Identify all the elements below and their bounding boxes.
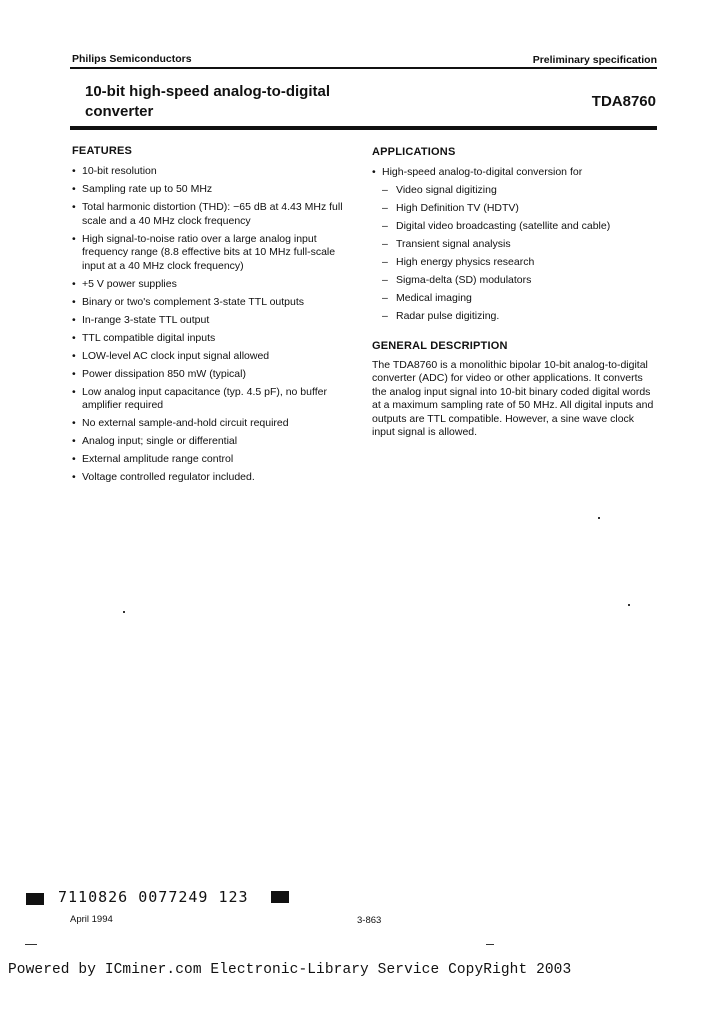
scan-speck [486,944,494,945]
feature-text: Sampling rate up to 50 MHz [82,183,213,195]
feature-text: High signal-to-noise ratio over a large analog input frequency range (8.8 effective bits at 10 MHz full-scale input at a 40 MHz clock frequency) [82,232,336,272]
general-description-heading: GENERAL DESCRIPTION [372,339,508,352]
bullet-icon: • [72,417,76,429]
dash-icon: – [382,256,388,268]
feature-item [72,314,360,328]
feature-text: External amplitude range control [82,453,234,465]
title-rule [70,126,657,130]
applications-intro-item [372,166,658,180]
bullet-icon: • [72,349,76,362]
document-title [85,82,330,122]
application-item [372,238,658,252]
dash-icon: – [382,310,388,322]
application-text: Transient signal analysis [396,238,511,250]
bullet-icon: • [72,453,76,465]
feature-text: 10-bit resolution [82,165,157,177]
feature-item [72,233,360,274]
dash-icon: – [382,274,388,286]
application-item [372,184,658,198]
scan-speck [598,517,600,519]
feature-item [72,368,360,382]
application-item [372,274,658,288]
bullet-icon: • [372,166,376,178]
scan-speck [628,604,630,606]
applications-list [372,166,658,180]
feature-item [72,435,360,449]
feature-text: Low analog input capacitance (typ. 4.5 pF), no buffer amplifier required [82,385,327,411]
application-text: Video signal digitizing [396,184,497,196]
scan-speck [123,611,125,613]
feature-text: Analog input; single or differential [82,435,238,447]
applications-heading: APPLICATIONS [372,146,456,158]
barcode-block-right [271,891,289,903]
application-item [372,220,658,234]
application-text: Digital video broadcasting (satellite and cable) [396,220,611,232]
dash-icon: – [382,238,388,250]
right-column [372,146,658,440]
feature-text: +5 V power supplies [82,277,177,290]
bullet-icon: • [72,385,76,398]
application-text: High energy physics research [396,256,535,268]
barcode-number: 7110826 0077249 123 [58,888,249,906]
dash-icon: – [382,292,388,304]
features-section [72,145,360,489]
bullet-icon: • [72,277,76,290]
general-description-text: The TDA8760 is a monolithic bipolar 10-bit analog-to-digital converter (ADC) for video or other applications. It converts the analog input signal into 10-bit binary coded digital words at a maximum sampling rate of 50 MHz. All digital inputs and outputs are TTL compatible. However, a sine wave clock input signal is allowed. [372,358,654,438]
bullet-icon: • [72,165,76,177]
title-line-2: converter [85,103,154,120]
application-text: Sigma-delta (SD) modulators [396,274,532,286]
bullet-icon: • [72,183,76,195]
page-number: 3-863 [357,915,382,926]
application-item [372,292,658,306]
feature-item [72,201,360,228]
bullet-icon: • [72,313,76,326]
application-text: High Definition TV (HDTV) [396,202,519,214]
scan-speck [25,944,37,945]
feature-item [72,471,360,485]
features-list [72,165,360,485]
bullet-icon: • [72,201,76,213]
bullet-icon: • [72,331,76,344]
document-type: Preliminary specification [532,54,657,66]
feature-item [72,296,360,310]
feature-item [72,165,360,179]
bullet-icon: • [72,471,76,483]
barcode-block-left [26,893,44,905]
feature-item [72,332,360,346]
features-heading: FEATURES [72,145,133,157]
dash-icon: – [382,220,388,232]
publication-date: April 1994 [70,914,113,925]
feature-text: Power dissipation 850 mW (typical) [82,367,246,380]
application-text: Medical imaging [396,292,472,304]
feature-text: LOW-level AC clock input signal allowed [82,349,270,362]
application-item [372,202,658,216]
company-name: Philips Semiconductors [72,53,192,65]
feature-text: Binary or two's complement 3-state TTL outputs [82,295,305,308]
application-text: Radar pulse digitizing. [396,310,500,322]
feature-text: TTL compatible digital inputs [82,331,216,344]
feature-item [72,183,360,197]
bullet-icon: • [72,367,76,380]
feature-item [72,417,360,431]
footer-copyright: Powered by ICminer.com Electronic-Library Service CopyRight 2003 [8,962,572,978]
applications-sublist [372,184,658,324]
applications-intro: High-speed analog-to-digital conversion for [382,166,583,178]
application-item [372,310,658,324]
part-number: TDA8760 [591,93,656,110]
feature-item [72,386,360,413]
bullet-icon: • [72,295,76,308]
feature-item [72,350,360,364]
bullet-icon: • [72,435,76,447]
title-line-1: 10-bit high-speed analog-to-digital [85,83,330,100]
feature-item [72,278,360,292]
application-item [372,256,658,270]
dash-icon: – [382,202,388,214]
feature-text: No external sample-and-hold circuit required [82,417,289,429]
feature-text: Total harmonic distortion (THD): −65 dB at 4.43 MHz full scale and a 40 MHz clock frequency [82,201,343,227]
bullet-icon: • [72,232,76,245]
dash-icon: – [382,184,388,196]
feature-text: In-range 3-state TTL output [82,313,210,326]
feature-text: Voltage controlled regulator included. [82,471,255,483]
header-rule [70,67,657,69]
feature-item [72,453,360,467]
